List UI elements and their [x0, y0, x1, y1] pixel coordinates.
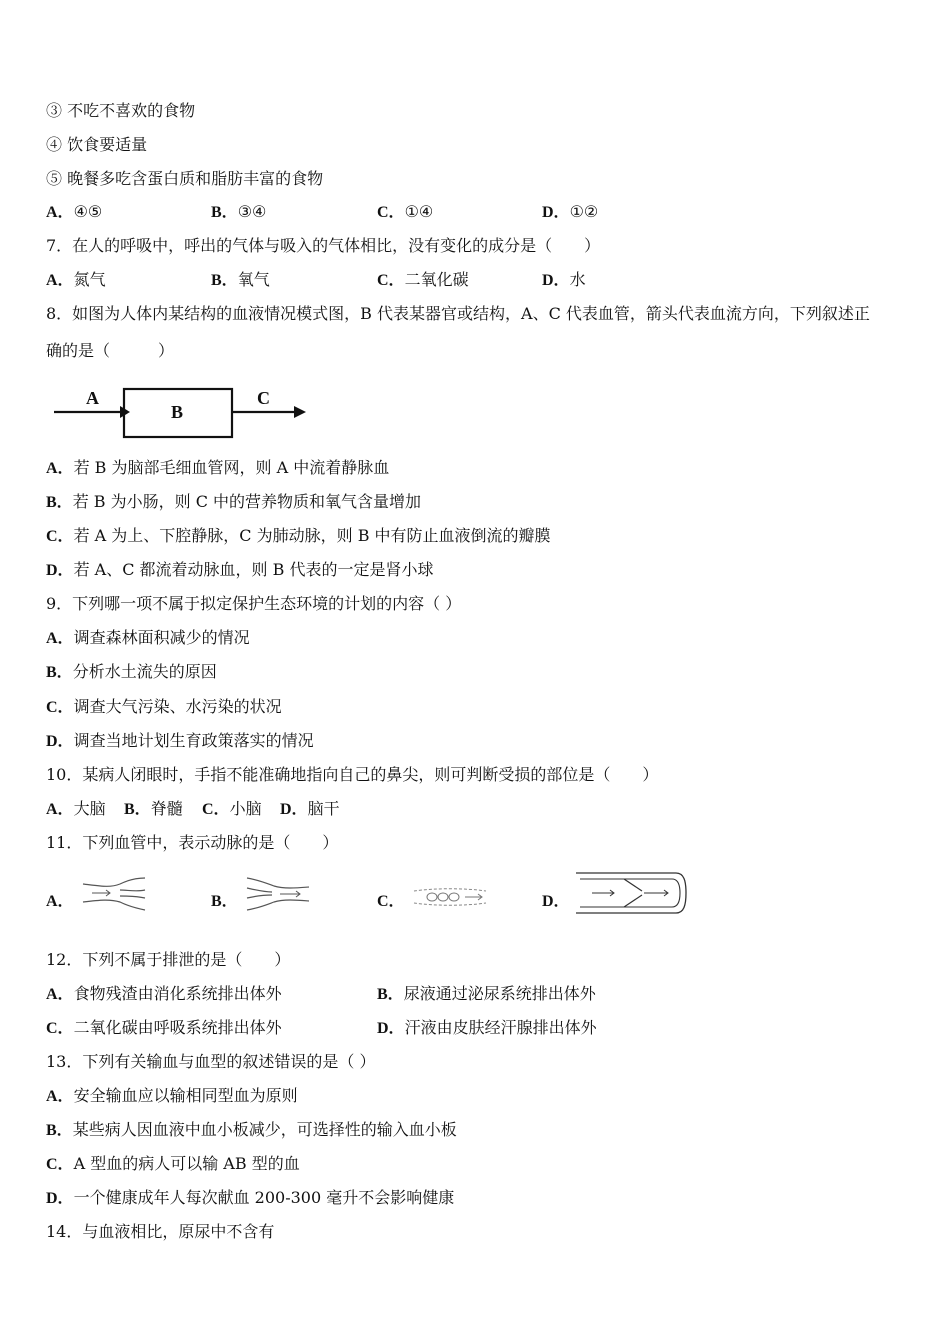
q13-stem: 13．下列有关输血与血型的叙述错误的是（ ）: [46, 1052, 376, 1071]
q6-option-b[interactable]: [211, 202, 266, 223]
q9-option-c[interactable]: [46, 697, 282, 718]
q7-option-b[interactable]: [211, 270, 270, 291]
option-text: 一个健康成年人每次献血 200-300 毫升不会影响健康: [73, 1188, 455, 1207]
q10-option-b[interactable]: [124, 799, 183, 820]
q8-option-c[interactable]: [46, 526, 551, 547]
option-label: A．: [46, 986, 74, 1003]
option-label: C．: [46, 699, 74, 716]
option-label: C．: [377, 272, 405, 289]
q12-option-d[interactable]: [377, 1018, 597, 1039]
option-label: A．: [46, 893, 74, 910]
q11-option-a[interactable]: [46, 891, 74, 912]
option-text: A 型血的病人可以输 AB 型的血: [73, 1154, 300, 1173]
q8-stem-line2: 确的是（ ）: [46, 341, 175, 360]
option-text: ③④: [237, 202, 267, 221]
option-text: 脊髓: [150, 799, 183, 818]
option-text: 氧气: [237, 270, 270, 289]
option-text: 若 A 为上、下腔静脉，C 为肺动脉，则 B 中有防止血液倒流的瓣膜: [73, 526, 551, 545]
option-text: 汗液由皮肤经汗腺排出体外: [404, 1018, 597, 1037]
artery-branching-icon: [80, 874, 150, 914]
q9-option-b[interactable]: [46, 662, 217, 683]
q7-option-d[interactable]: [542, 270, 586, 291]
option-label: B．: [46, 494, 73, 511]
option-text: ①④: [404, 202, 434, 221]
q10-option-a[interactable]: [46, 799, 106, 820]
q11-stem: 11．下列血管中，表示动脉的是（ ）: [46, 833, 339, 852]
option-text: 二氧化碳由呼吸系统排出体外: [73, 1018, 282, 1037]
structure-b-label: B: [171, 402, 184, 422]
option-label: D．: [542, 893, 570, 910]
option-label: A．: [46, 1088, 74, 1105]
q7-stem: 7．在人的呼吸中，呼出的气体与吸入的气体相比，没有变化的成分是（ ）: [46, 236, 601, 255]
q13-option-b[interactable]: [46, 1120, 457, 1141]
vein-merging-icon: [244, 874, 314, 914]
q10-option-d[interactable]: [280, 799, 340, 820]
q6-item-4: ④ 饮食要适量: [46, 135, 148, 154]
option-label: C．: [46, 1156, 74, 1173]
option-text: ④⑤: [73, 202, 103, 221]
q14-stem: 14．与血液相比，原尿中不含有: [46, 1222, 275, 1241]
option-label: D．: [542, 272, 570, 289]
option-text: 若 A、C 都流着动脉血，则 B 代表的一定是肾小球: [73, 560, 434, 579]
q6-option-d[interactable]: [542, 202, 598, 223]
option-text: ①②: [569, 202, 599, 221]
q8-stem-line1: 8．如图为人体内某结构的血液情况模式图，B 代表某器官或结构，A、C 代表血管，箭头代表血流方向，下列叙述正: [46, 304, 870, 323]
option-label: D．: [377, 1020, 405, 1037]
option-label: C．: [46, 1020, 74, 1037]
vessel-a-label: A: [86, 388, 99, 408]
option-label: C．: [377, 893, 405, 910]
outflow-arrowhead: [294, 406, 306, 418]
capillary-icon: [410, 882, 490, 912]
q8-option-b[interactable]: [46, 492, 421, 513]
q11-option-c[interactable]: [377, 891, 405, 912]
q11-option-d[interactable]: [542, 891, 570, 912]
option-label: C．: [202, 801, 230, 818]
vessel-c-label: C: [257, 388, 270, 408]
vein-valve-icon: [574, 869, 686, 917]
option-text: 安全输血应以输相同型血为原则: [73, 1086, 298, 1105]
option-text: 尿液通过泌尿系统排出体外: [403, 984, 596, 1003]
q6-option-c[interactable]: [377, 202, 433, 223]
q13-option-a[interactable]: [46, 1086, 298, 1107]
option-text: 大脑: [73, 799, 106, 818]
option-label: A．: [46, 204, 74, 221]
option-label: D．: [46, 562, 74, 579]
q6-item-3: ③ 不吃不喜欢的食物: [46, 101, 196, 120]
option-label: B．: [377, 986, 404, 1003]
option-label: B．: [211, 204, 238, 221]
option-text: 小脑: [229, 799, 262, 818]
q8-blood-flow-diagram: [50, 384, 320, 444]
option-label: D．: [46, 1190, 74, 1207]
option-label: C．: [46, 528, 74, 545]
option-label: D．: [280, 801, 308, 818]
option-text: 二氧化碳: [404, 270, 469, 289]
option-label: B．: [46, 664, 73, 681]
option-label: A．: [46, 272, 74, 289]
option-text: 脑干: [307, 799, 340, 818]
option-text: 分析水土流失的原因: [72, 662, 217, 681]
option-text: 氮气: [73, 270, 106, 289]
option-label: A．: [46, 630, 74, 647]
q7-option-a[interactable]: [46, 270, 106, 291]
q10-stem: 10．某病人闭眼时，手指不能准确地指向自己的鼻尖，则可判断受损的部位是（ ）: [46, 765, 659, 784]
option-text: 调查森林面积减少的情况: [73, 628, 250, 647]
option-label: B．: [211, 272, 238, 289]
option-label: B．: [46, 1122, 73, 1139]
option-text: 水: [569, 270, 586, 289]
option-text: 若 B 为脑部毛细血管网，则 A 中流着静脉血: [73, 458, 390, 477]
option-text: 食物残渣由消化系统排出体外: [73, 984, 282, 1003]
option-label: A．: [46, 460, 74, 477]
q7-option-c[interactable]: [377, 270, 469, 291]
option-label: C．: [377, 204, 405, 221]
option-label: D．: [542, 204, 570, 221]
q11-option-b[interactable]: [211, 891, 238, 912]
q10-option-c[interactable]: [202, 799, 262, 820]
option-text: 调查大气污染、水污染的状况: [73, 697, 282, 716]
q12-option-c[interactable]: [46, 1018, 282, 1039]
q6-option-a[interactable]: [46, 202, 102, 223]
q9-option-d[interactable]: [46, 731, 314, 752]
q8-option-a[interactable]: [46, 458, 389, 479]
q8-option-d[interactable]: [46, 560, 433, 581]
option-text: 某些病人因血液中血小板减少，可选择性的输入血小板: [72, 1120, 457, 1139]
q13-option-d[interactable]: [46, 1188, 454, 1209]
option-text: 调查当地计划生育政策落实的情况: [73, 731, 314, 750]
q12-stem: 12．下列不属于排泄的是（ ）: [46, 950, 291, 969]
option-label: D．: [46, 733, 74, 750]
option-label: A．: [46, 801, 74, 818]
q9-stem: 9．下列哪一项不属于拟定保护生态环境的计划的内容（ ）: [46, 594, 462, 613]
q12-option-b[interactable]: [377, 984, 596, 1005]
option-text: 若 B 为小肠，则 C 中的营养物质和氧气含量增加: [72, 492, 422, 511]
option-label: B．: [124, 801, 151, 818]
q12-option-a[interactable]: [46, 984, 282, 1005]
q9-option-a[interactable]: [46, 628, 250, 649]
option-label: B．: [211, 893, 238, 910]
q6-item-5: ⑤ 晚餐多吃含蛋白质和脂肪丰富的食物: [46, 169, 324, 188]
q13-option-c[interactable]: [46, 1154, 300, 1175]
